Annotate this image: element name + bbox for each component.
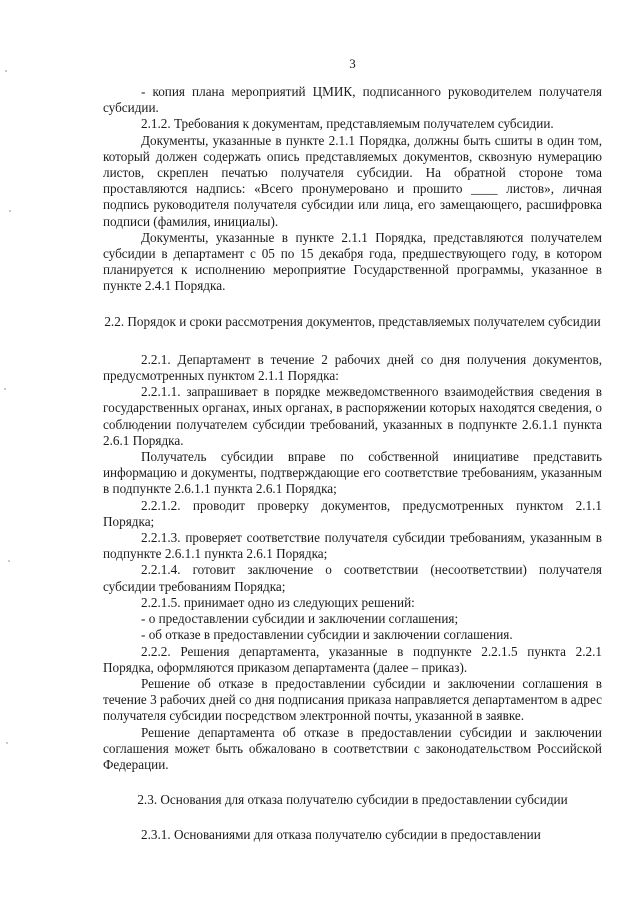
paragraph: 2.2.1.5. принимает одно из следующих решений: <box>141 594 415 610</box>
paragraph: - копия плана мероприятий ЦМИК, подписанного руководителем получателя субсидии. <box>103 84 602 116</box>
list-item: - о предоставлении субсидии и заключении соглашения; <box>141 611 459 627</box>
paragraph: 2.2.1.1. запрашивает в порядке межведомственного взаимодействия сведения в государственных органах, иных органах, в распоряжении которых находятся сведения, о соблюдении получателем субсидии требований, указанных в подпункте 2.6.1.1 пункта 2.6.1 Порядка. <box>103 384 602 448</box>
paragraph: 2.2.2. Решения департамента, указанные в подпункте 2.2.1.5 пункта 2.2.1 Порядка, оформляются приказом департамента (далее – приказ). <box>103 643 602 675</box>
document-body <box>103 84 602 844</box>
paragraph: 2.1.2. Требования к документам, представляемым получателем субсидии. <box>141 116 554 132</box>
section-heading: 2.2. Порядок и сроки рассмотрения документов, представляемых получателем субсидии <box>104 313 601 329</box>
paragraph: Решение об отказе в предоставлении субсидии и заключении соглашения в течение 3 рабочих дней со дня подписания приказа направляется департаментом в адрес получателя субсидии посредством электронной почты, указанной в заявке. <box>103 675 602 724</box>
scan-edge-artifact <box>0 0 14 905</box>
paragraph: 2.2.1. Департамент в течение 2 рабочих дней со дня получения документов, предусмотренных пунктом 2.1.1 Порядка: <box>103 351 602 384</box>
section-heading: 2.3. Основания для отказа получателю субсидии в предоставлении субсидии <box>137 792 568 808</box>
paragraph: Получатель субсидии вправе по собственной инициативе представить информацию и документы, подтверждающие его соответствие требованиям, указанным в подпункте 2.6.1.1 пункта 2.6.1 Порядка; <box>103 449 602 497</box>
paragraph: 2.2.1.2. проводит проверку документов, предусмотренных пунктом 2.1.1 Порядка; <box>103 497 602 529</box>
paragraph: 2.3.1. Основаниями для отказа получателю субсидии в предоставлении <box>141 827 541 843</box>
paragraph: Решение департамента об отказе в предоставлении субсидии и заключении соглашения может быть обжаловано в соответствии с законодательством Российской Федерации. <box>103 724 602 772</box>
list-item: - об отказе в предоставлении субсидии и заключении соглашения. <box>141 627 513 643</box>
paragraph: Документы, указанные в пункте 2.1.1 Порядка, представляются получателем субсидии в департамент с 05 по 15 декабря года, предшествующего году, в котором планируется к исполнению мероприятие Государственной программы, указанное в пункте 2.4.1 Порядка. <box>103 229 602 294</box>
paragraph: 2.2.1.3. проверяет соответствие получателя субсидии требованиям, указанным в подпункте 2.6.1.1 пункта 2.6.1 Порядка; <box>103 530 602 562</box>
page-number: 3 <box>349 56 356 71</box>
paragraph: 2.2.1.4. готовит заключение о соответствии (несоответствии) получателя субсидии требованиям Порядка; <box>103 562 602 594</box>
paragraph: Документы, указанные в пункте 2.1.1 Порядка, должны быть сшиты в один том, который должен содержать опись представляемых документов, сквозную нумерацию листов, скреплен печатью получателя субсидии. На обратной стороне тома проставляются надпись: «Всего пронумеровано и прошито ____ листов», личная подпись руководителя получателя субсидии или лица, его замещающего, расшифровка подписи (фамилия, инициалы). <box>103 132 602 229</box>
